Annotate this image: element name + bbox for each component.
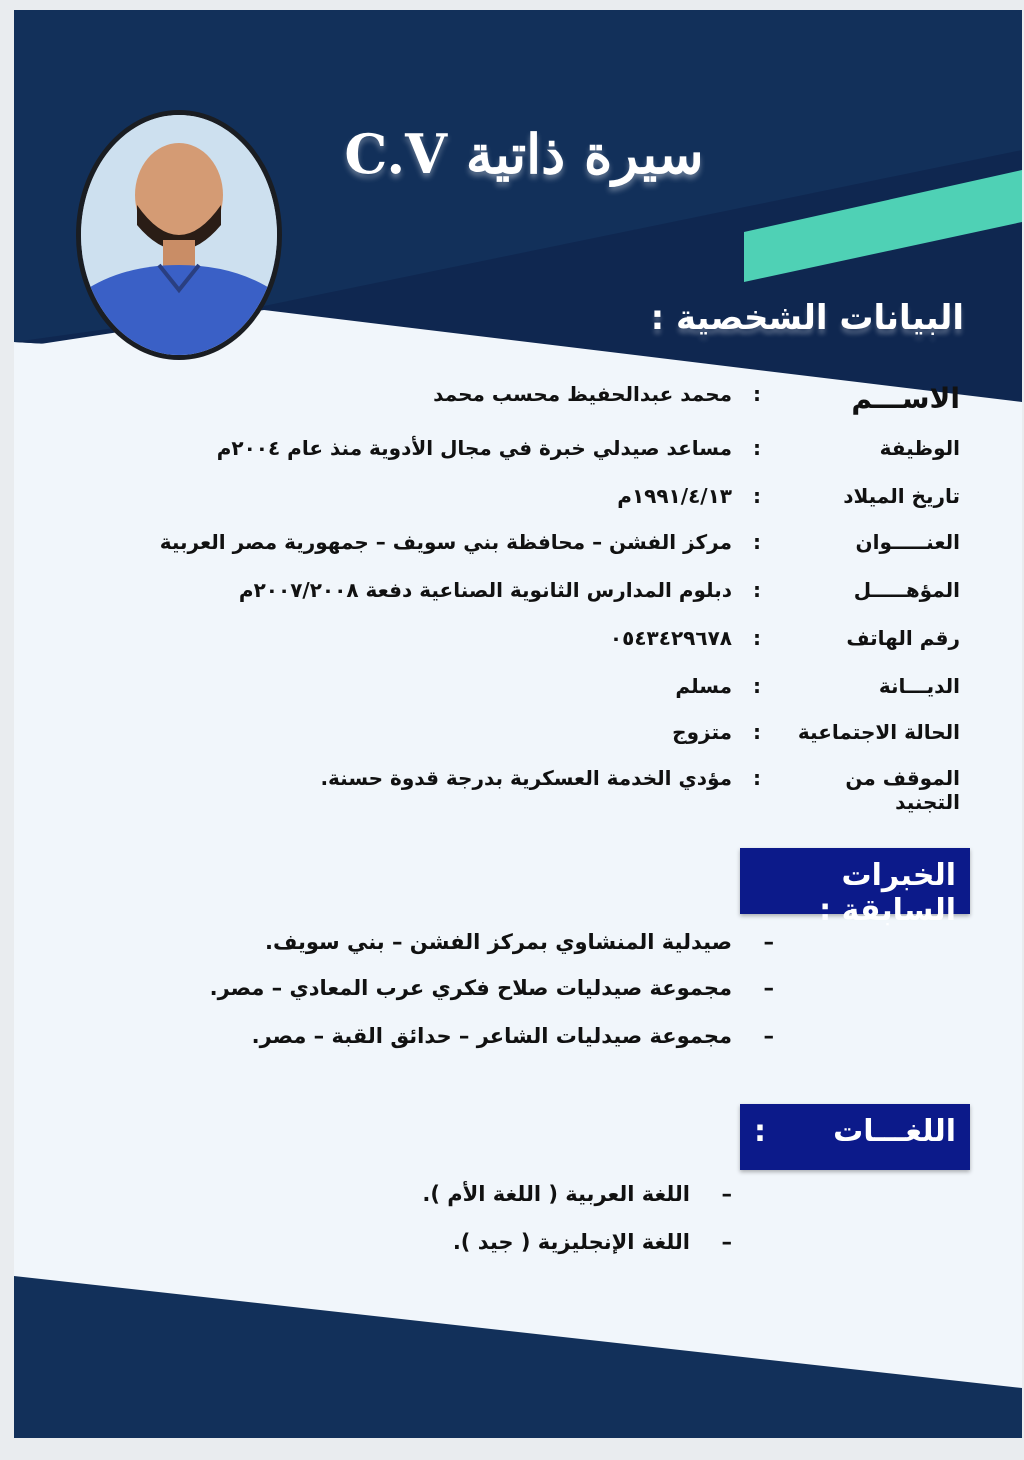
bullet-dash: –	[763, 930, 774, 954]
info-separator: :	[753, 530, 761, 554]
experience-text: مجموعة صيدليات الشاعر – حدائق القبة – مصر.	[251, 1024, 732, 1048]
info-label: رقم الهاتف	[846, 626, 960, 650]
language-text: اللغة الإنجليزية ( جيد ).	[452, 1230, 690, 1254]
bullet-dash: –	[763, 976, 774, 1000]
info-value: مسلم	[675, 674, 732, 698]
info-separator: :	[753, 382, 761, 406]
language-text: اللغة العربية ( اللغة الأم ).	[422, 1182, 690, 1206]
info-label: الحالة الاجتماعية	[797, 720, 960, 744]
info-label: تاريخ الميلاد	[843, 484, 960, 508]
info-separator: :	[753, 674, 761, 698]
profile-photo	[76, 110, 282, 360]
info-row-job	[200, 436, 960, 476]
info-separator: :	[753, 766, 761, 790]
language-item	[170, 1230, 732, 1254]
info-value: متزوج	[672, 720, 732, 744]
info-value: مساعد صيدلي خبرة في مجال الأدوية منذ عام ٢٠٠٤م	[216, 436, 732, 460]
info-label: الديـــانة	[878, 674, 960, 698]
info-row-religion	[200, 674, 960, 714]
experience-heading-box	[740, 848, 970, 928]
info-separator: :	[753, 720, 761, 744]
info-separator: :	[753, 578, 761, 602]
info-label: العنـــــوان	[855, 530, 960, 554]
language-item	[170, 1182, 732, 1206]
languages-colon: :	[754, 1114, 766, 1149]
experience-item	[172, 976, 774, 1000]
experience-text: صيدلية المنشاوي بمركز الفشن – بني سويف.	[264, 930, 732, 954]
experience-heading: الخبرات السابقة :	[819, 858, 956, 928]
info-value: دبلوم المدارس الثانوية الصناعية دفعة ٢٠٠٧/٢٠٠٨م	[238, 578, 732, 602]
info-row-qualification	[200, 578, 960, 618]
info-separator: :	[753, 626, 761, 650]
info-row-address	[159, 530, 960, 570]
footer-band	[14, 1276, 1022, 1438]
bullet-dash: –	[721, 1230, 732, 1254]
personal-info-heading: البيانات الشخصية :	[650, 298, 964, 338]
info-separator: :	[753, 436, 761, 460]
experience-text: مجموعة صيدليات صلاح فكري عرب المعادي – مصر.	[209, 976, 732, 1000]
info-value: مؤدي الخدمة العسكرية بدرجة قدوة حسنة.	[320, 766, 732, 790]
info-value: محمد عبدالحفيظ محسب محمد	[433, 382, 732, 406]
cv-page	[14, 10, 1022, 1438]
experience-item	[172, 930, 774, 954]
bullet-dash: –	[763, 1024, 774, 1048]
info-value: ٠٥٤٣٤٢٩٦٧٨	[609, 626, 732, 650]
cv-title: سيرة ذاتية C.V	[344, 122, 704, 186]
languages-heading-box	[740, 1104, 970, 1170]
info-row-military	[200, 766, 960, 814]
info-separator: :	[753, 484, 761, 508]
person-silhouette-icon	[81, 115, 277, 355]
info-label: الوظيفة	[879, 436, 960, 460]
languages-heading: اللغـــات	[833, 1114, 956, 1149]
info-value: مركز الفشن – محافظة بني سويف – جمهورية مصر العربية	[159, 530, 732, 554]
info-label: المؤهـــــل	[853, 578, 960, 602]
info-label: الاســـم	[851, 382, 960, 415]
info-row-marital	[200, 720, 960, 760]
info-row-phone	[200, 626, 960, 666]
experience-item	[172, 1024, 774, 1048]
info-row-name	[200, 382, 960, 422]
info-row-birthdate	[200, 484, 960, 524]
info-value: ١٩٩١/٤/١٣م	[617, 484, 732, 508]
info-label: الموقف من التجنيد	[845, 766, 960, 814]
bullet-dash: –	[721, 1182, 732, 1206]
